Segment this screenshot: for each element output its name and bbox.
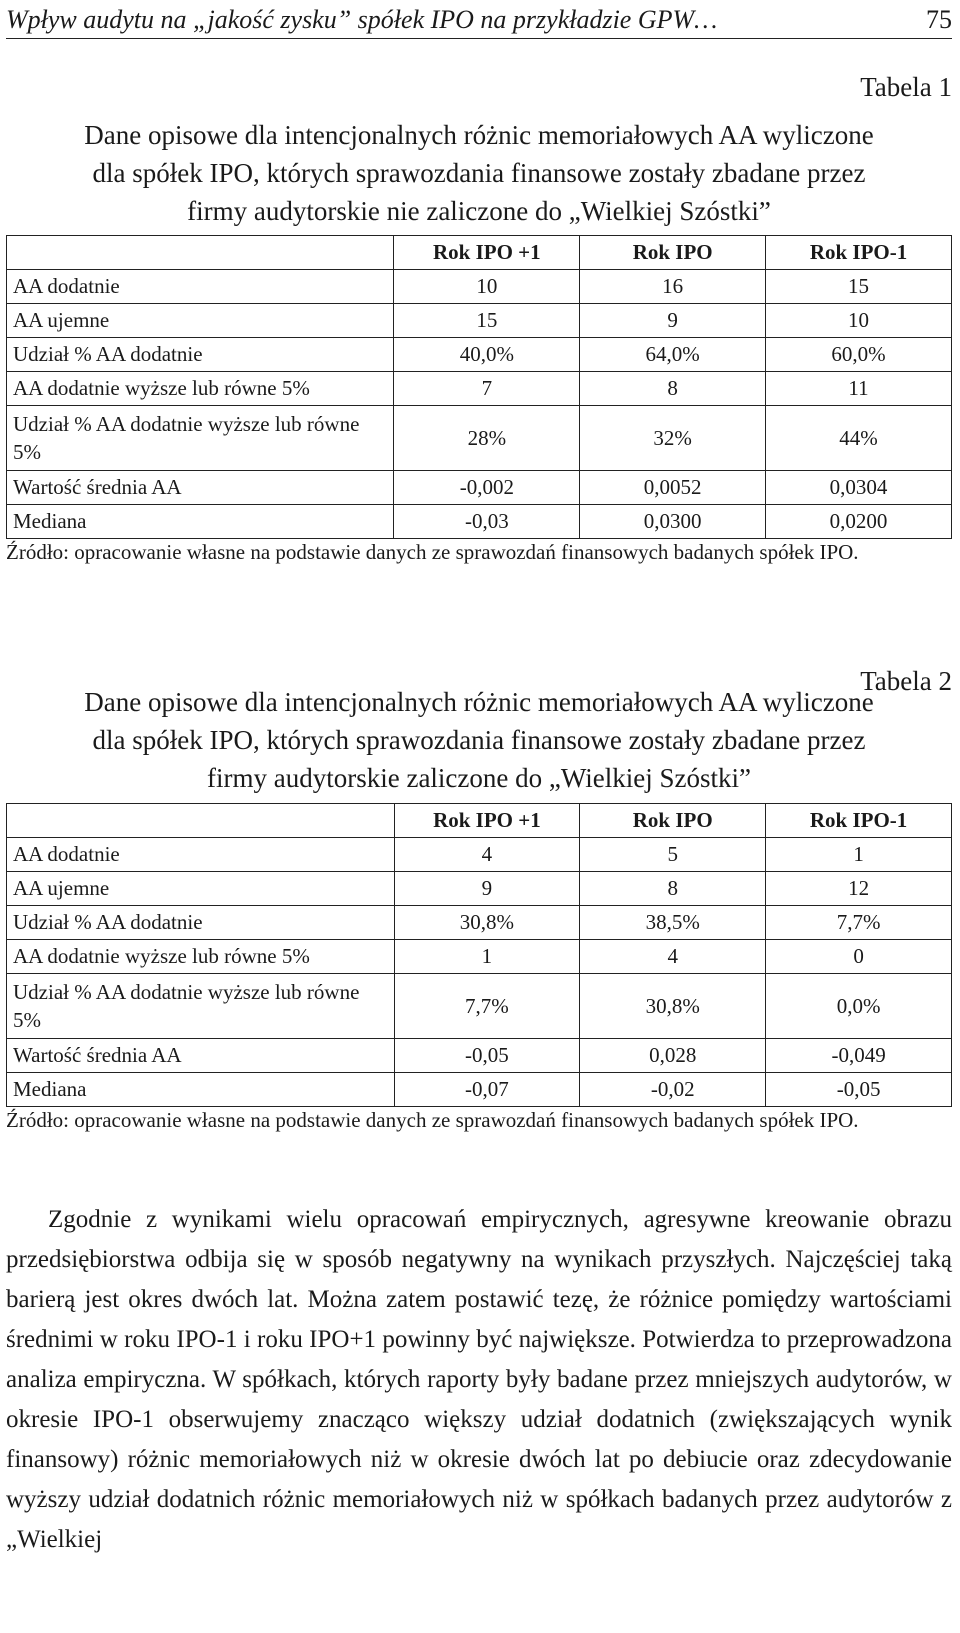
row-label: Wartość średnia AA — [7, 1039, 395, 1073]
table-row — [7, 1073, 952, 1107]
row-label: AA dodatnie — [7, 838, 395, 872]
table-row — [7, 872, 952, 906]
table-row — [7, 372, 952, 406]
header-cell: Rok IPO +1 — [394, 236, 580, 270]
table-cell: 1 — [766, 838, 952, 872]
table-cell: -0,03 — [394, 505, 580, 539]
body-paragraph: Zgodnie z wynikami wielu opracowań empirycznych, agresywne kreowanie obrazu przedsiębiorstwa odbija się w sposób negatywny na wynikach przyszłych. Najczęściej taką barierą jest okres dwóch lat. Można zatem postawić tezę, że różnice pomiędzy wartościami średnimi w roku IPO-1 i roku IPO+1 powinny być największe. Potwierdza to przeprowadzona analiza empiryczna. W spółkach, których raporty były badane przez mniejszych audytorów, w okresie IPO-1 obserwujemy znacząco większy udział dodatnich (zwiększających wynik finansowy) różnic memoriałowych niż w okresie dwóch lat po debiucie oraz zdecydowanie wyższy udział dodatnich różnic memoriałowych niż w spółkach badanych przez audytorów z „Wielkiej — [6, 1206, 952, 1553]
table-1-label: Tabela 1 — [860, 72, 952, 102]
header-cell: Rok IPO — [580, 804, 766, 838]
table-cell: 44% — [766, 406, 952, 471]
table-2 — [6, 803, 952, 1107]
table-cell: 32% — [580, 406, 766, 471]
table-row — [7, 1039, 952, 1073]
table-cell: 0 — [766, 940, 952, 974]
table-cell: 10 — [394, 270, 580, 304]
table-cell: 7 — [394, 372, 580, 406]
header-cell: Rok IPO — [580, 236, 766, 270]
row-label: AA dodatnie — [7, 270, 394, 304]
table-2-title-line: firmy audytorskie zaliczone do „Wielkiej Szóstki” — [207, 763, 751, 793]
table-cell: 0,0300 — [580, 505, 766, 539]
table-cell: 64,0% — [580, 338, 766, 372]
running-head-title: Wpływ audytu na „jakość zysku” spółek IPO na przykładzie GPW… — [6, 5, 718, 34]
table-cell: 30,8% — [394, 906, 580, 940]
table-2-title-line: Dane opisowe dla intencjonalnych różnic memoriałowych AA wyliczone — [84, 687, 874, 717]
table-2-title — [6, 683, 952, 797]
row-label: Udział % AA dodatnie — [7, 906, 395, 940]
table-row — [7, 338, 952, 372]
table-cell: 10 — [766, 304, 952, 338]
body-text — [6, 1200, 952, 1560]
table-2-label: Tabela 2 — [860, 666, 952, 696]
table-row — [7, 974, 952, 1039]
table-cell: 15 — [394, 304, 580, 338]
table-row — [7, 505, 952, 539]
row-label: Mediana — [7, 505, 394, 539]
table-cell: 5 — [580, 838, 766, 872]
table-row — [7, 270, 952, 304]
page-number: 75 — [926, 5, 952, 34]
header-cell — [7, 236, 394, 270]
table-cell: 1 — [394, 940, 580, 974]
row-label: AA dodatnie wyższe lub równe 5% — [7, 372, 394, 406]
header-cell — [7, 804, 395, 838]
table-cell: 12 — [766, 872, 952, 906]
table-row — [7, 906, 952, 940]
header-cell: Rok IPO-1 — [766, 236, 952, 270]
table-cell: -0,049 — [766, 1039, 952, 1073]
table-cell: 7,7% — [766, 906, 952, 940]
table-2-source-note: Źródło: opracowanie własne na podstawie danych ze sprawozdań finansowych badanych spółek IPO. — [6, 1108, 859, 1132]
table-cell: 15 — [766, 270, 952, 304]
table-1-title-line: Dane opisowe dla intencjonalnych różnic memoriałowych AA wyliczone — [84, 120, 874, 150]
table-cell: 40,0% — [394, 338, 580, 372]
row-label: Mediana — [7, 1073, 395, 1107]
table-cell: 7,7% — [394, 974, 580, 1039]
row-label: AA ujemne — [7, 872, 395, 906]
table-cell: 38,5% — [580, 906, 766, 940]
row-label: Udział % AA dodatnie wyższe lub równe 5% — [7, 974, 395, 1039]
table-1-source-note: Źródło: opracowanie własne na podstawie danych ze sprawozdań finansowych badanych spółek IPO. — [6, 540, 859, 564]
table-cell: 4 — [580, 940, 766, 974]
table-cell: 8 — [580, 372, 766, 406]
running-head — [6, 2, 952, 39]
table-cell: 9 — [580, 304, 766, 338]
table-cell: -0,05 — [394, 1039, 580, 1073]
header-cell: Rok IPO-1 — [766, 804, 952, 838]
table-row — [7, 406, 952, 471]
table-1-title-line: firmy audytorskie nie zaliczone do „Wielkiej Szóstki” — [187, 196, 771, 226]
table-cell: 30,8% — [580, 974, 766, 1039]
header-cell: Rok IPO +1 — [394, 804, 580, 838]
row-label: Udział % AA dodatnie wyższe lub równe 5% — [7, 406, 394, 471]
table-cell: 16 — [580, 270, 766, 304]
table-row — [7, 838, 952, 872]
table-cell: 11 — [766, 372, 952, 406]
table-header-row — [7, 236, 952, 270]
table-1-title — [6, 116, 952, 230]
table-header-row — [7, 804, 952, 838]
table-cell: 0,028 — [580, 1039, 766, 1073]
row-label: AA dodatnie wyższe lub równe 5% — [7, 940, 395, 974]
table-cell: -0,07 — [394, 1073, 580, 1107]
table-cell: 9 — [394, 872, 580, 906]
table-cell: 0,0052 — [580, 471, 766, 505]
table-row — [7, 471, 952, 505]
table-1 — [6, 235, 952, 539]
table-2-title-line: dla spółek IPO, których sprawozdania finansowe zostały zbadane przez — [92, 725, 866, 755]
table-row — [7, 940, 952, 974]
table-cell: 0,0% — [766, 974, 952, 1039]
table-cell: 4 — [394, 838, 580, 872]
table-1-title-line: dla spółek IPO, których sprawozdania finansowe zostały zbadane przez — [92, 158, 866, 188]
table-cell: 0,0304 — [766, 471, 952, 505]
table-cell: 8 — [580, 872, 766, 906]
table-cell: 28% — [394, 406, 580, 471]
table-cell: 0,0200 — [766, 505, 952, 539]
table-cell: 60,0% — [766, 338, 952, 372]
table-cell: -0,002 — [394, 471, 580, 505]
table-row — [7, 304, 952, 338]
row-label: AA ujemne — [7, 304, 394, 338]
row-label: Udział % AA dodatnie — [7, 338, 394, 372]
table-cell: -0,05 — [766, 1073, 952, 1107]
table-cell: -0,02 — [580, 1073, 766, 1107]
row-label: Wartość średnia AA — [7, 471, 394, 505]
